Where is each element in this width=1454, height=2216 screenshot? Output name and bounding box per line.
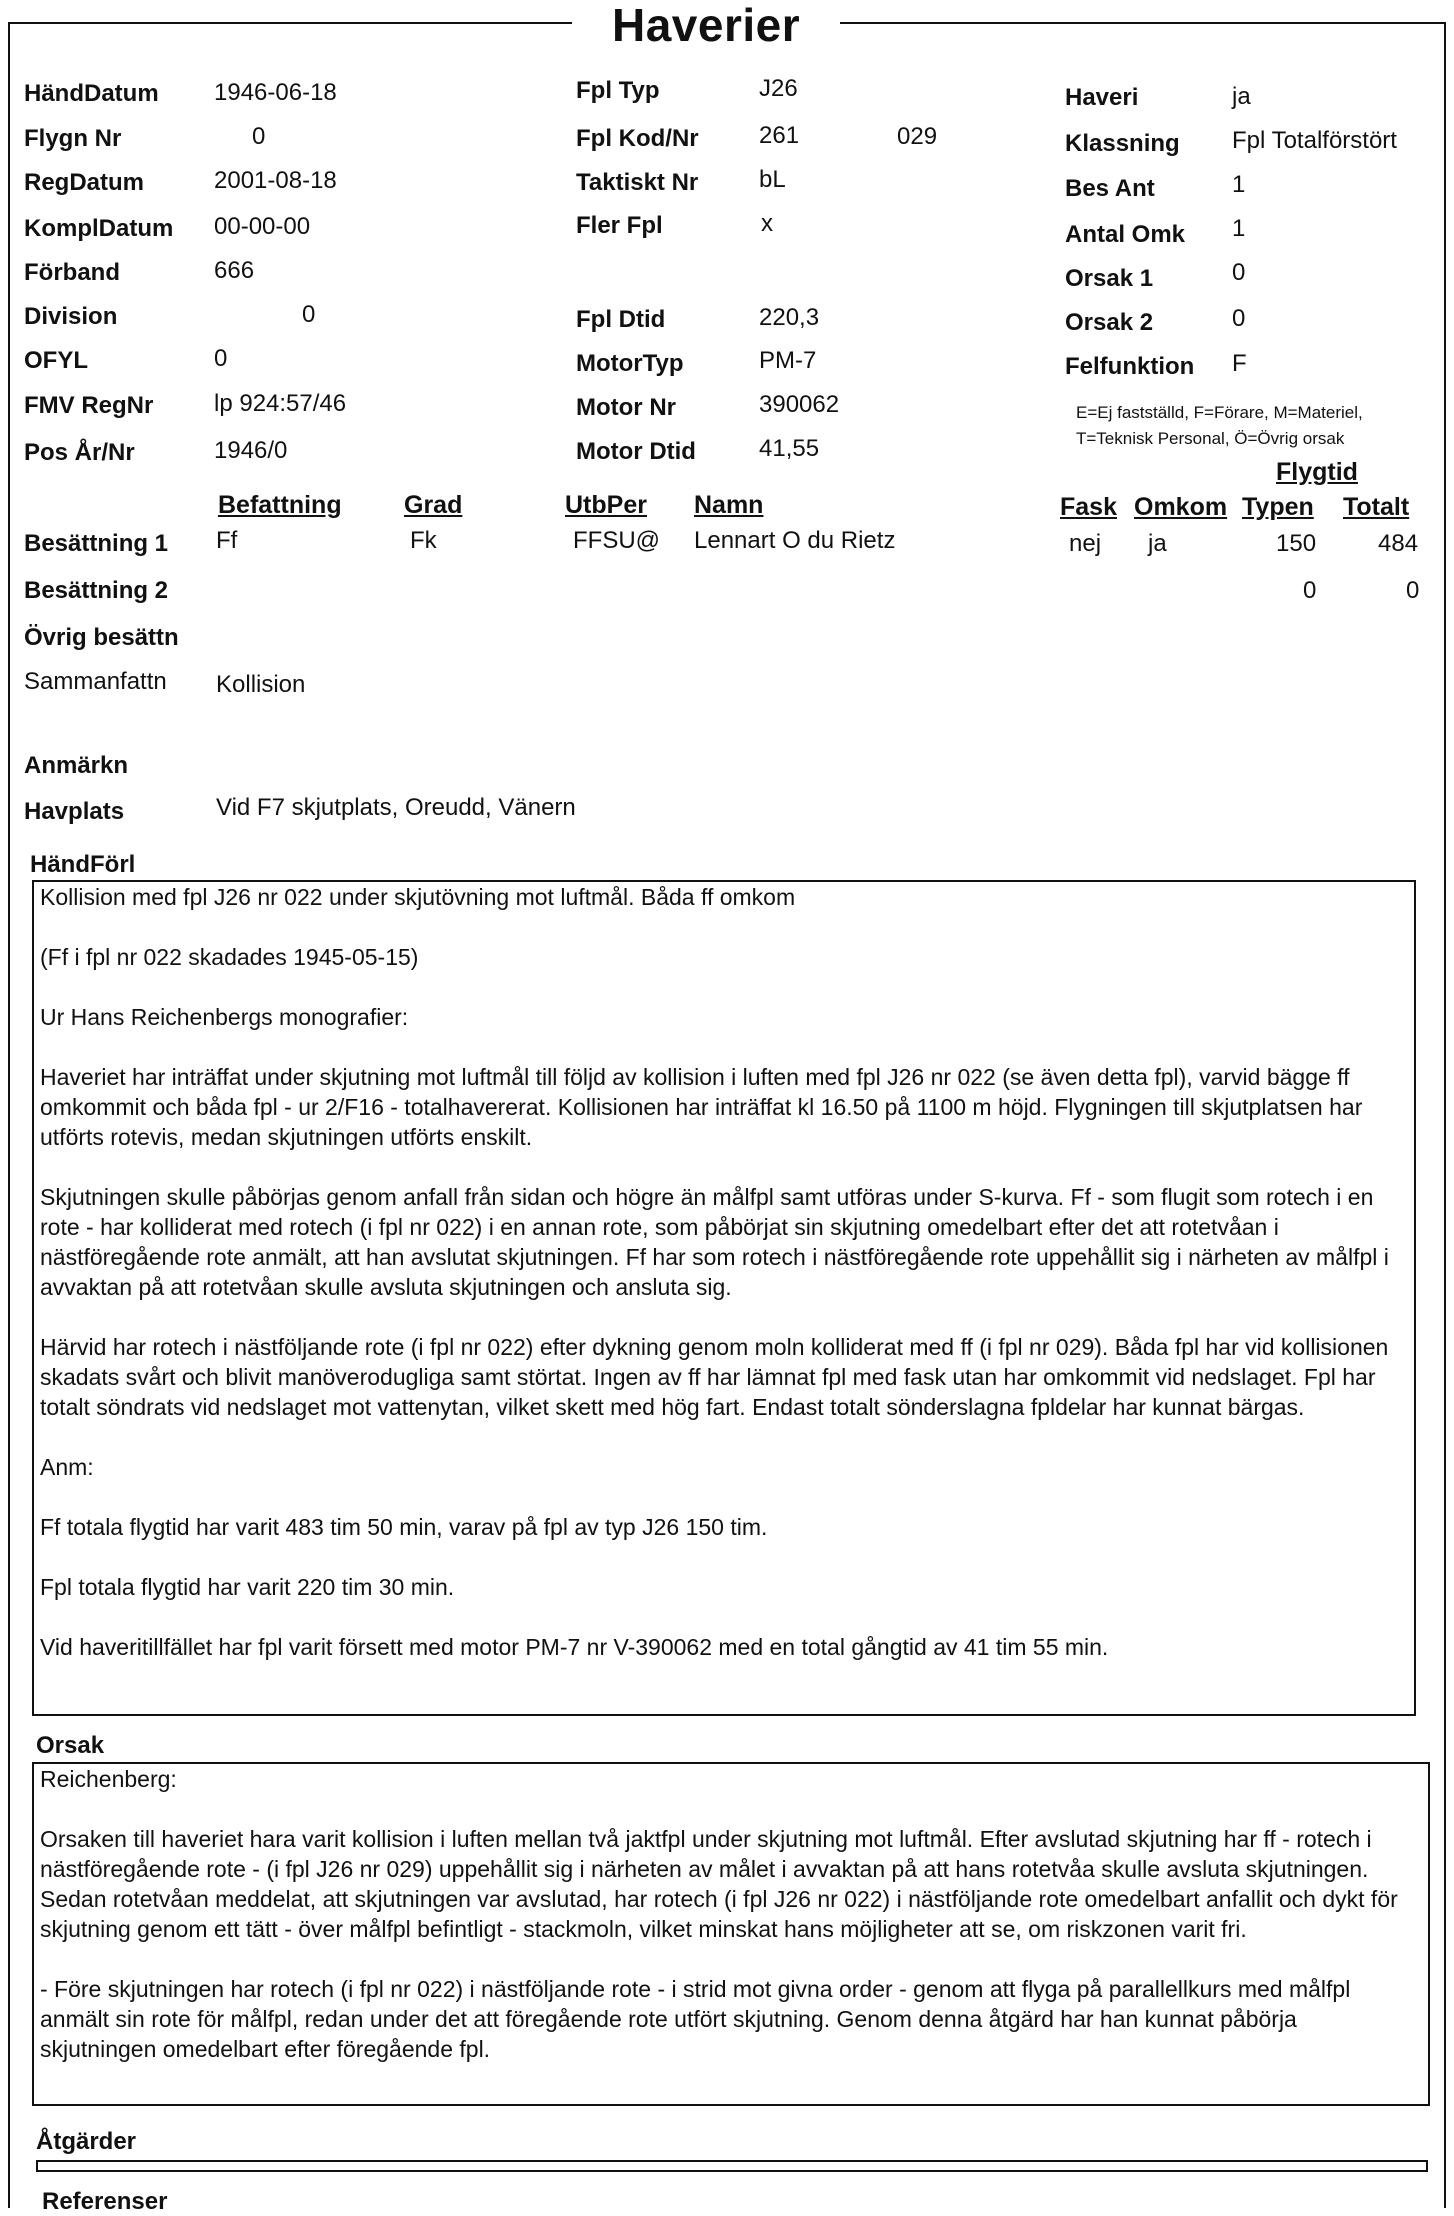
orsak-legend-note: E=Ej fastställd, F=Förare, M=Materiel, T=Teknisk Personal, Ö=Övrig orsak xyxy=(1076,403,1363,448)
field-label: OFYL xyxy=(24,347,88,374)
havplats-label: Havplats xyxy=(24,798,125,825)
field-value: PM-7 xyxy=(759,347,817,374)
field-value: 0 xyxy=(214,345,228,372)
field-value: ja xyxy=(1232,83,1251,110)
field-label: HändDatum xyxy=(24,80,159,107)
crew-namn: Lennart O du Rietz xyxy=(694,527,896,554)
field-label: Bes Ant xyxy=(1065,175,1155,202)
crew-totalt: 0 xyxy=(1406,577,1420,604)
page-title: Haverier xyxy=(572,0,840,52)
field-value-2: 029 xyxy=(897,123,938,150)
col-typen: Typen xyxy=(1242,493,1314,521)
field-label: Motor Dtid xyxy=(576,438,696,465)
havplats-value: Vid F7 skjutplats, Oreudd, Vänern xyxy=(216,794,576,821)
field-value: 1946/0 xyxy=(214,437,288,464)
orsak-paragraph: Reichenberg: xyxy=(40,1766,177,1792)
col-grad: Grad xyxy=(404,491,463,519)
col-utbper: UtbPer xyxy=(565,491,647,519)
handforl-box xyxy=(32,880,1416,1716)
sammanfattn-value: Kollision xyxy=(216,671,306,698)
field-value: F xyxy=(1232,350,1247,377)
col-namn: Namn xyxy=(694,491,764,519)
crew-row-label: Besättning 2 xyxy=(24,577,169,604)
ovrig-besattn-label: Övrig besättn xyxy=(24,624,179,651)
field-label: Haveri xyxy=(1065,84,1139,111)
field-label: Pos År/Nr xyxy=(24,439,135,466)
field-value: bL xyxy=(759,166,786,193)
crew-totalt: 484 xyxy=(1378,530,1419,557)
field-label: Fler Fpl xyxy=(576,212,663,239)
crew-fask: nej xyxy=(1069,530,1102,557)
field-value: x xyxy=(761,210,773,237)
field-value: J26 xyxy=(759,75,798,102)
crew-typen: 0 xyxy=(1303,577,1317,604)
crew-typen: 150 xyxy=(1276,530,1317,557)
col-befattning: Befattning xyxy=(218,491,342,519)
field-label: Klassning xyxy=(1065,130,1180,157)
col-flygtid: Flygtid xyxy=(1276,458,1358,486)
crew-utbper: FFSU@ xyxy=(573,527,661,554)
field-label: Division xyxy=(24,303,118,330)
orsak-paragraph: Orsaken till haveriet hara varit kollision i luften mellan två jaktfpl under skjutning mot luftmål. Efter avslutad skjutning har ff - rotech i nästföregående rote - (i fpl J26 nr 029) uppehållit sig i närheten av målet i avvaktan på att hans rotetvåa skulle avsluta skjutningen. Sedan rotetvåan meddelat, att skjutningen var avslutad, har rotech (i fpl J26 nr 022) i nästföljande rote omedelbart anfallit och dykt för skjutning genom ett tätt - över målfpl befintligt - stackmoln, vilket minskat hans möjligheter att se, om riskzonen varit fri. xyxy=(40,1826,1398,1942)
referenser-label: Referenser xyxy=(42,2188,168,2215)
col-fask: Fask xyxy=(1060,493,1117,521)
col-omkom: Omkom xyxy=(1134,493,1228,521)
field-value: 0 xyxy=(1232,305,1246,332)
field-value: 00-00-00 xyxy=(214,213,311,240)
field-value: 220,3 xyxy=(759,304,820,331)
field-label: KomplDatum xyxy=(24,215,174,242)
col-totalt: Totalt xyxy=(1343,493,1410,521)
field-label: Orsak 1 xyxy=(1065,265,1154,292)
orsak-label: Orsak xyxy=(36,1732,105,1759)
handforl-paragraph: Kollision med fpl J26 nr 022 under skjutövning mot luftmål. Båda ff omkom xyxy=(40,884,796,910)
crew-grad: Fk xyxy=(410,527,437,554)
handforl-paragraph: Vid haveritillfället har fpl varit försett med motor PM-7 nr V-390062 med en total gångtid av 41 tim 55 min. xyxy=(40,1634,1109,1660)
field-label: Antal Omk xyxy=(1065,221,1186,248)
field-label: Fpl Typ xyxy=(576,77,660,104)
handforl-paragraph: Ur Hans Reichenbergs monografier: xyxy=(40,1004,409,1030)
atgarder-box xyxy=(36,2160,1428,2172)
crew-omkom: ja xyxy=(1148,530,1167,557)
field-value: 1 xyxy=(1232,215,1246,242)
field-value: Fpl Totalförstört xyxy=(1232,127,1397,154)
field-label: RegDatum xyxy=(24,169,145,196)
handforl-paragraph: (Ff i fpl nr 022 skadades 1945-05-15) xyxy=(40,944,419,970)
crew-row-label: Besättning 1 xyxy=(24,530,169,557)
handforl-paragraph: Skjutningen skulle påbörjas genom anfall från sidan och högre än målfpl samt utföras under S-kurva. Ff - som flugit som rotech i en rote - har kolliderat med rotech (i fpl nr 022) i en annan rote, som påbörjat sin skjutning omedelbart efter det att rotetvåan i nästföregående rote anmält, att han avslutat skjutningen. Ff har som rotech i nästföregående rote uppehållit sig i närheten av målfpl i avvaktan på att rotetvåan skulle avsluta skjutningen och ansluta sig. xyxy=(40,1184,1389,1300)
field-label: Fpl Kod/Nr xyxy=(576,125,699,152)
field-label: Taktiskt Nr xyxy=(576,169,699,196)
field-label: FMV RegNr xyxy=(24,392,154,419)
anmarkn-label: Anmärkn xyxy=(24,752,129,779)
field-value: 261 xyxy=(759,122,800,149)
handforl-paragraph: Härvid har rotech i nästföljande rote (i fpl nr 022) efter dykning genom moln kolliderat med ff (i fpl nr 029). Båda fpl har vid kollisionen skadats svårt och blivit manöverodugliga samt störtat. Ingen av ff har lämnat fpl med fask utan har omkommit vid nedslaget. Fpl har totalt söndrats vid nedslaget mot vattenytan, vilket skett med hög fart. Endast totalt sönderslagna fpldelar har kunnat bärgas. xyxy=(40,1334,1389,1420)
orsak-paragraph: - Före skjutningen har rotech (i fpl nr 022) i nästföljande rote - i strid mot givna order - genom att flyga på parallellkurs med målfpl anmält sin rote för målfpl, redan under det att föregående rote utfört skjutning. Genom denna åtgärd har han kunnat påbörja skjutningen omedelbart efter föregående fpl. xyxy=(40,1976,1351,2062)
orsak-box xyxy=(32,1762,1430,2106)
field-label: Fpl Dtid xyxy=(576,306,666,333)
field-label: Förband xyxy=(24,259,120,286)
field-label: Flygn Nr xyxy=(24,125,122,152)
field-value: 0 xyxy=(252,123,266,150)
field-value: 1946-06-18 xyxy=(214,79,337,106)
field-value: 666 xyxy=(214,257,255,284)
handforl-paragraph: Fpl totala flygtid har varit 220 tim 30 min. xyxy=(40,1574,455,1600)
handforl-paragraph: Ff totala flygtid har varit 483 tim 50 min, varav på fpl av typ J26 150 tim. xyxy=(40,1514,768,1540)
field-label: MotorTyp xyxy=(576,350,684,377)
field-label: Orsak 2 xyxy=(1065,309,1154,336)
field-value: 41,55 xyxy=(759,435,820,462)
atgarder-label: Åtgärder xyxy=(36,2128,137,2155)
sammanfattn-label: Sammanfattn xyxy=(24,668,167,695)
field-value: lp 924:57/46 xyxy=(214,390,347,417)
field-value: 2001-08-18 xyxy=(214,167,337,194)
handforl-paragraph: Haveriet har inträffat under skjutning mot luftmål till följd av kollision i luften med fpl J26 nr 022 (se även detta fpl), varvid bägge ff omkommit och båda fpl - ur 2/F16 - totalhavererat. Kollisionen har inträffat kl 16.50 på 1100 m höjd. Flygningen till skjutplatsen har utförts rotevis, medan skjutningen utförts enskilt. xyxy=(40,1064,1363,1150)
field-value: 0 xyxy=(1232,259,1246,286)
crew-befattning: Ff xyxy=(216,527,238,554)
handforl-label: HändFörl xyxy=(30,851,136,878)
field-value: 1 xyxy=(1232,171,1246,198)
field-label: Motor Nr xyxy=(576,394,676,421)
field-value: 0 xyxy=(302,301,316,328)
field-label: Felfunktion xyxy=(1065,353,1195,380)
field-value: 390062 xyxy=(759,391,840,418)
handforl-paragraph: Anm: xyxy=(40,1454,94,1480)
